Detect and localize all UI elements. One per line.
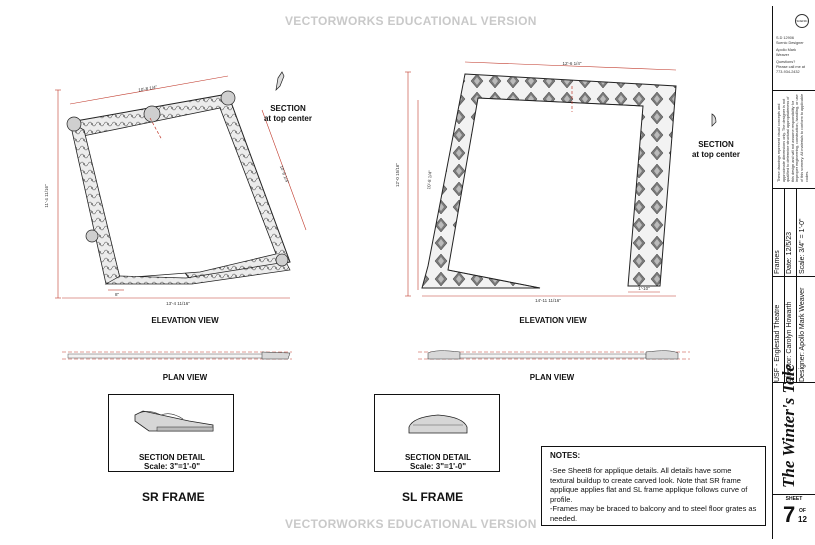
sl-section-detail-box	[374, 394, 500, 472]
notes-line: needed.	[550, 513, 578, 523]
sl-elevation-label: ELEVATION VIEW	[519, 316, 587, 325]
info-line: 773-934-2432	[776, 69, 800, 74]
corner-medallion	[144, 106, 160, 122]
notes-line: profile.	[550, 494, 573, 504]
corner-medallion	[67, 117, 81, 131]
designer-name: Designer: Apollo Mark Weaver	[799, 287, 806, 382]
designer-info	[776, 36, 814, 74]
sr-section-drawing	[109, 401, 235, 441]
sheet-date: Date: 12/5/23	[786, 231, 793, 274]
sr-dim-small: 8"	[114, 292, 120, 297]
disclaimer: These drawings represent visual concepts and approximate dimensions only. The designer is not qualified to determine structural appropriateness of this design and will not assume responsibility for improper engineering, construction, handling, or use of this scenery. All materials to conform to applicable codes.	[777, 93, 809, 182]
sl-plan-label: PLAN VIEW	[529, 373, 575, 382]
notes-line: applique applies flat and SL frame applique follows curve of	[550, 485, 748, 494]
sr-frame-title: SR FRAME	[142, 490, 205, 504]
sr-dim-bottom: 13'-4 11/16"	[166, 301, 190, 306]
sl-dim-bottom: 14'-11 11/16"	[535, 298, 561, 303]
title-block	[772, 6, 814, 539]
watermark-top: VECTORWORKS EDUCATIONAL VERSION	[285, 14, 537, 28]
sr-section-profile	[276, 72, 284, 90]
info-line: Questions?	[776, 60, 796, 65]
info-line: S.D 12906	[776, 36, 794, 40]
sl-section-drawing	[375, 401, 501, 441]
info-line: Scenic Designer	[776, 40, 804, 45]
sheet-number: 7	[783, 502, 796, 527]
corner-medallion	[221, 91, 235, 105]
sr-elevation-label: ELEVATION VIEW	[151, 316, 219, 325]
sr-dim-top: 10'-8 1/4"	[137, 84, 158, 93]
info-line: Please call me at	[776, 64, 805, 69]
sr-dim-left: 11'-4 11/16"	[44, 184, 49, 208]
sl-section-label: SECTION at top center	[691, 140, 740, 159]
corner-medallion	[276, 254, 288, 266]
sl-dim-small: 1'-10"	[638, 286, 650, 291]
notes-line: textural buildup to create carved look. Note that SR frame	[550, 475, 741, 485]
sheet-of: OF	[799, 508, 806, 514]
sr-plan-view	[62, 352, 292, 359]
notes-line: -Frames may be braced to balcony and to steel floor grates as	[550, 504, 757, 513]
sheet-total: 12	[798, 515, 807, 524]
director-name: Director: Carolyn Howarth	[786, 301, 793, 382]
production-name: USF - Englestad Theatre	[774, 304, 781, 382]
notes-box	[541, 446, 766, 526]
sl-section-detail-caption: SECTION DETAIL Scale: 3"=1'-0"	[404, 453, 472, 471]
notes-title: NOTES:	[550, 451, 581, 460]
watermark-bottom: VECTORWORKS EDUCATIONAL VERSION	[285, 517, 537, 531]
sl-dim-left-inner: 10'-8 1/4"	[426, 170, 433, 190]
sl-section-profile	[712, 114, 716, 126]
sl-frame-title: SL FRAME	[402, 490, 464, 504]
corner-medallion	[86, 230, 98, 242]
show-title: The Winter's Tale	[779, 363, 798, 488]
sl-frame-elevation	[422, 74, 676, 288]
notes-line: -See Sheet8 for applique details. All details have some	[550, 466, 732, 475]
sr-section-detail-box	[108, 394, 234, 472]
designer-logo	[795, 14, 809, 28]
sheet-scale: Scale: 3/4" = 1'-0"	[799, 218, 806, 274]
sheet-label: SHEET	[785, 496, 803, 502]
sr-section-label: SECTION at top center	[263, 104, 312, 123]
logo-text: SCENIC	[796, 19, 808, 23]
sl-plan-view	[418, 351, 690, 359]
sr-dim-right: 10'-8 1/4"	[278, 164, 291, 185]
sr-plan-label: PLAN VIEW	[162, 373, 208, 382]
sheet-name: Frames	[774, 250, 781, 274]
sl-dim-top: 12'-6 1/4"	[562, 61, 582, 66]
info-line: Weaver	[776, 52, 790, 57]
sl-dim-left-outer: 12'-0 15/16"	[395, 163, 400, 187]
sr-section-detail-caption: SECTION DETAIL Scale: 3"=1'-0"	[138, 453, 206, 471]
info-line: Apollo Mark	[776, 48, 797, 53]
